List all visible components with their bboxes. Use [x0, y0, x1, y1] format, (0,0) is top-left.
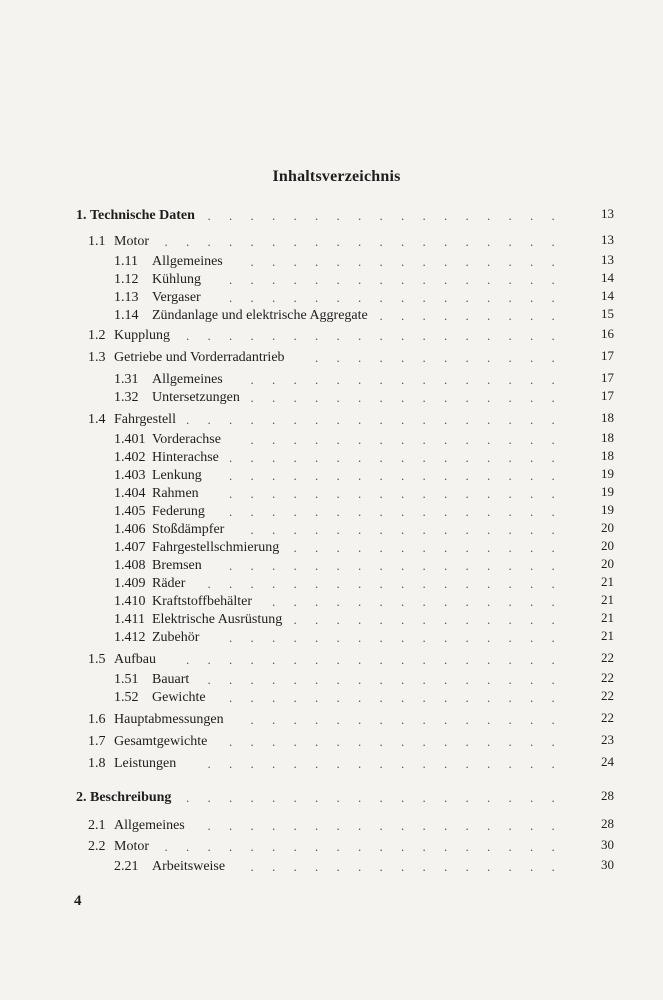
- toc-entry-page: 13: [601, 252, 614, 267]
- toc-entry-page: 16: [601, 326, 614, 341]
- toc-entry-number: 1.31: [114, 372, 139, 387]
- toc-entry-page: 19: [601, 502, 614, 517]
- toc-entry-label: Untersetzungen: [152, 390, 240, 405]
- dot-leader: ...............: [250, 712, 573, 727]
- toc-entry: [114, 485, 199, 503]
- toc-entry-page: 22: [601, 670, 614, 685]
- toc-entry-number: 1.32: [114, 390, 139, 405]
- toc-entry-page: 17: [601, 370, 614, 385]
- toc-entry: [88, 651, 156, 669]
- dot-leader: ................: [229, 486, 573, 501]
- dot-leader: ................: [229, 468, 573, 483]
- toc-entry: [114, 557, 202, 575]
- toc-entry-label: Fahrgestellschmierung: [152, 540, 280, 555]
- dot-leader: ................: [229, 272, 573, 287]
- toc-entry-page: 22: [601, 688, 614, 703]
- dot-leader: ................: [229, 450, 573, 465]
- toc-entry-page: 30: [601, 837, 614, 852]
- toc-entry: [114, 449, 219, 467]
- toc-entry-label: Aufbau: [114, 652, 156, 667]
- toc-entry: [114, 253, 223, 271]
- toc-entry-page: 21: [601, 592, 614, 607]
- toc-entry-label: Lenkung: [152, 468, 202, 483]
- toc-entry-number: 1.5: [88, 652, 106, 667]
- toc-entry-label: Leistungen: [114, 756, 177, 771]
- toc-entry-label: Rahmen: [152, 486, 199, 501]
- toc-entry-label: Allgemeines: [114, 818, 185, 833]
- toc-entry-page: 23: [601, 732, 614, 747]
- toc-entry-label: Gewichte: [152, 690, 206, 705]
- toc-entry-number: 2.2: [88, 839, 106, 854]
- toc-entry-number: 1.51: [114, 672, 139, 687]
- dot-leader: ...............: [250, 859, 573, 874]
- toc-entry: [114, 671, 189, 689]
- toc-entry-number: 1.8: [88, 756, 106, 771]
- toc-entry-page: 30: [601, 857, 614, 872]
- toc-entry: [88, 733, 207, 751]
- toc-entry: [114, 431, 221, 449]
- toc-entry-number: 1.401: [114, 432, 146, 447]
- toc-entry: [114, 503, 205, 521]
- toc-entry-label: Vergaser: [152, 290, 201, 305]
- toc-entry: [88, 327, 170, 345]
- toc-entry-number: 1.13: [114, 290, 139, 305]
- toc-entry-page: 22: [601, 710, 614, 725]
- toc-entry-label: Hinterachse: [152, 450, 219, 465]
- toc-entry-number: 1.11: [114, 254, 138, 269]
- toc-entry-label: Zündanlage und elektrische Aggregate: [152, 308, 368, 323]
- toc-entry: [114, 593, 252, 611]
- dot-leader: ................: [229, 690, 573, 705]
- dot-leader: ................: [229, 630, 573, 645]
- toc-entry-number: 1.6: [88, 712, 106, 727]
- page-number: 4: [74, 893, 82, 909]
- toc-entry-label: Technische Daten: [90, 208, 195, 223]
- toc-entry-label: Bremsen: [152, 558, 202, 573]
- toc-entry-number: 1.406: [114, 522, 146, 537]
- dot-leader: ...................: [164, 234, 573, 249]
- toc-entry-label: Allgemeines: [152, 372, 223, 387]
- toc-entry-number: 1.7: [88, 734, 106, 749]
- toc-entry: [114, 629, 199, 647]
- toc-entry: [88, 755, 176, 773]
- toc-entry-page: 17: [601, 388, 614, 403]
- toc-entry-page: 13: [601, 232, 614, 247]
- dot-leader: ...................: [164, 839, 573, 854]
- toc-entry: [114, 389, 240, 407]
- dot-leader: .................: [207, 576, 573, 591]
- dot-leader: ..................: [186, 652, 573, 667]
- toc-entry-number: 1.402: [114, 450, 146, 465]
- dot-leader: ...............: [250, 432, 573, 447]
- toc-entry-label: Getriebe und Vorderradantrieb: [114, 350, 285, 365]
- toc-entry-page: 13: [601, 206, 614, 221]
- toc-entry-number: 1.3: [88, 350, 106, 365]
- dot-leader: ...............: [250, 390, 573, 405]
- toc-entry-number: 1.411: [114, 612, 145, 627]
- toc-entry-page: 21: [601, 628, 614, 643]
- toc-entry-number: 1.52: [114, 690, 139, 705]
- toc-entry-number: 1.1: [88, 234, 106, 249]
- toc-entry: [114, 307, 368, 325]
- dot-leader: ................: [229, 504, 573, 519]
- toc-entry-number: 1.: [76, 208, 87, 223]
- toc-entry-label: Räder: [152, 576, 186, 591]
- toc-entry-page: 18: [601, 448, 614, 463]
- dot-leader: .................: [207, 672, 573, 687]
- toc-entry-number: 1.408: [114, 558, 146, 573]
- toc-entry-label: Bauart: [152, 672, 190, 687]
- toc-entry-number: 1.2: [88, 328, 106, 343]
- toc-entry-number: 1.4: [88, 412, 106, 427]
- toc-entry: [88, 349, 285, 367]
- toc-entry-page: 22: [601, 650, 614, 665]
- toc-entry-page: 19: [601, 466, 614, 481]
- toc-entry-label: Zubehör: [152, 630, 200, 645]
- toc-entry-page: 20: [601, 520, 614, 535]
- dot-leader: .........: [379, 308, 573, 323]
- dot-leader: ................: [229, 290, 573, 305]
- toc-entry-label: Kraftstoffbehälter: [152, 594, 253, 609]
- toc-entry-number: 2.1: [88, 818, 106, 833]
- toc-entry: [114, 689, 206, 707]
- toc-entry-page: 17: [601, 348, 614, 363]
- dot-leader: ................: [229, 734, 573, 749]
- toc-entry: [76, 789, 171, 807]
- toc-entry: [114, 371, 223, 389]
- dot-leader: .................: [207, 756, 573, 771]
- toc-entry: [114, 289, 201, 307]
- toc-entry: [114, 271, 201, 289]
- toc-entry-label: Fahrgestell: [114, 412, 176, 427]
- toc-entry-number: 1.404: [114, 486, 146, 501]
- toc-entry-label: Allgemeines: [152, 254, 223, 269]
- toc-entry: [88, 411, 176, 429]
- toc-entry-page: 28: [601, 816, 614, 831]
- toc-entry-number: 1.405: [114, 504, 146, 519]
- toc-entry-page: 28: [601, 788, 614, 803]
- toc-entry-label: Kühlung: [152, 272, 201, 287]
- dot-leader: ................: [229, 558, 573, 573]
- toc-entry-number: 1.410: [114, 594, 146, 609]
- dot-leader: ..................: [186, 790, 573, 805]
- toc-entry: [88, 233, 149, 251]
- toc-entry: [114, 539, 279, 557]
- dot-leader: .............: [293, 612, 573, 627]
- dot-leader: ..................: [186, 328, 573, 343]
- dot-leader: ..............: [272, 594, 573, 609]
- toc-entry-label: Gesamtgewichte: [114, 734, 208, 749]
- dot-leader: .................: [207, 208, 573, 223]
- toc-entry: [114, 858, 225, 876]
- toc-entry-label: Hauptabmessungen: [114, 712, 224, 727]
- toc-entry-number: 1.14: [114, 308, 139, 323]
- toc-entry: [114, 467, 202, 485]
- toc-entry: [88, 817, 185, 835]
- dot-leader: ...............: [250, 522, 573, 537]
- dot-leader: ...............: [250, 372, 573, 387]
- toc-entry-number: 1.12: [114, 272, 139, 287]
- dot-leader: ..................: [186, 412, 573, 427]
- page-title: Inhaltsverzeichnis: [272, 168, 401, 185]
- toc-entry: [114, 575, 185, 593]
- toc-entry-number: 1.407: [114, 540, 146, 555]
- toc-entry-label: Elektrische Ausrüstung: [152, 612, 283, 627]
- dot-leader: .............: [293, 540, 573, 555]
- dot-leader: ............: [315, 350, 573, 365]
- toc-entry: [114, 611, 282, 629]
- toc-entry-page: 18: [601, 410, 614, 425]
- toc-entry-label: Beschreibung: [90, 790, 172, 805]
- toc-entry-label: Motor: [114, 234, 149, 249]
- toc-entry-page: 19: [601, 484, 614, 499]
- toc-entry-number: 1.403: [114, 468, 146, 483]
- toc-entry-number: 2.21: [114, 859, 139, 874]
- toc-entry-page: 14: [601, 270, 614, 285]
- toc-entry-page: 20: [601, 538, 614, 553]
- toc-entry: [114, 521, 224, 539]
- toc-entry-number: 1.409: [114, 576, 146, 591]
- toc-entry-page: 14: [601, 288, 614, 303]
- toc-entry-page: 18: [601, 430, 614, 445]
- toc-entry-page: 24: [601, 754, 614, 769]
- toc-entry-number: 2.: [76, 790, 87, 805]
- toc-entry-label: Stoßdämpfer: [152, 522, 225, 537]
- toc-entry-label: Federung: [152, 504, 205, 519]
- toc-entry-label: Kupplung: [114, 328, 170, 343]
- toc-entry-label: Arbeitsweise: [152, 859, 226, 874]
- toc-entry-page: 15: [601, 306, 614, 321]
- toc-entry: [88, 711, 224, 729]
- dot-leader: .................: [207, 818, 573, 833]
- toc-entry-label: Vorderachse: [152, 432, 221, 447]
- dot-leader: ...............: [250, 254, 573, 269]
- toc-entry-label: Motor: [114, 839, 149, 854]
- toc-entry: [76, 207, 195, 225]
- toc-entry-page: 20: [601, 556, 614, 571]
- toc-entry-number: 1.412: [114, 630, 146, 645]
- toc-entry-page: 21: [601, 574, 614, 589]
- toc-entry-page: 21: [601, 610, 614, 625]
- toc-entry: [88, 838, 149, 856]
